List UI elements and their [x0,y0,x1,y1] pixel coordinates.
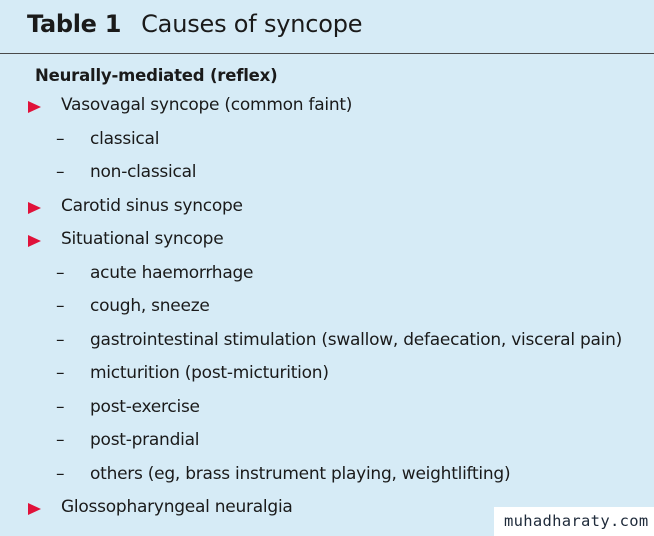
subitem-label: non-classical [90,162,197,182]
item-label: Vasovagal syncope (common faint) [61,95,353,115]
triangle-bullet-icon [28,101,41,113]
dash-icon: – [56,363,65,383]
watermark-label: muhadharaty.com [494,507,654,536]
dash-icon: – [56,262,65,283]
subitem-label: others (eg, brass instrument playing, weightlifting) [90,463,511,484]
subitem-label: post-exercise [90,396,200,417]
triangle-bullet-icon [28,503,41,515]
dash-icon: – [56,128,65,149]
dash-icon: – [56,396,65,417]
subitem-label: gastrointestinal stimulation (swallow, defaecation, visceral pain) [90,329,623,350]
dash-icon: – [56,296,65,316]
table-header [0,0,654,54]
subitem-label: classical [90,128,160,149]
item-label: Carotid sinus syncope [61,195,243,216]
subitem-label: cough, sneeze [90,296,210,316]
triangle-bullet-icon [28,202,41,214]
table-title [27,10,362,38]
subitem-label: acute haemorrhage [90,262,254,283]
table-caption: Causes of syncope [141,10,363,38]
dash-icon: – [56,329,65,350]
table-number: Table 1 [27,10,122,38]
dash-icon: – [56,430,65,450]
triangle-bullet-icon [28,235,41,247]
dash-icon: – [56,463,65,484]
subitem-label: micturition (post-micturition) [90,363,329,383]
dash-icon: – [56,162,65,182]
item-label: Situational syncope [61,229,224,249]
section-heading: Neurally-mediated (reflex) [35,66,278,85]
subitem-label: post-prandial [90,430,200,450]
item-label: Glossopharyngeal neuralgia [61,497,293,517]
